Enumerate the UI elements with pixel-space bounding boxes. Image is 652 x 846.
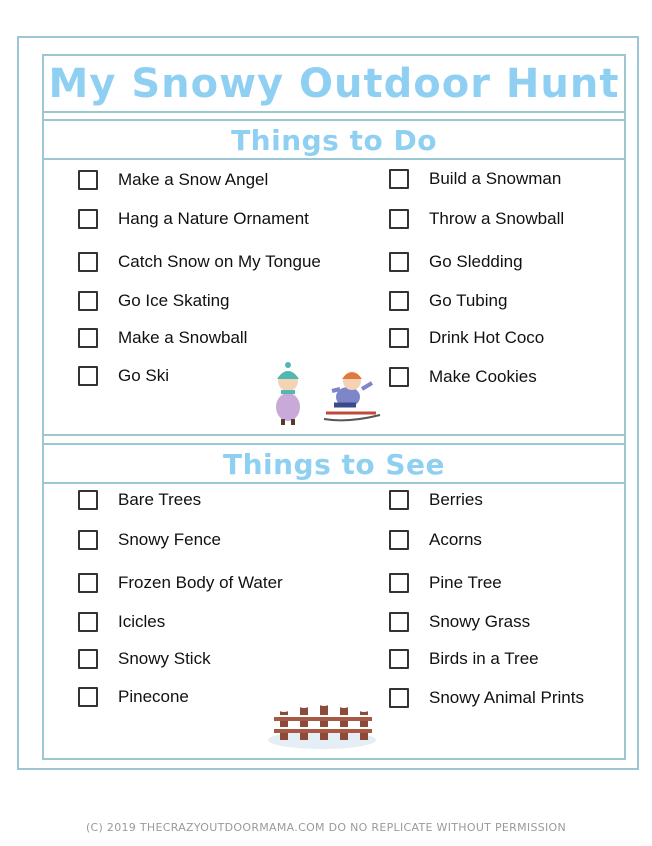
- item-label: Acorns: [429, 530, 482, 549]
- checklist-item[interactable]: [78, 168, 268, 192]
- checkbox[interactable]: [78, 649, 98, 669]
- checklist-item[interactable]: [78, 326, 247, 350]
- checklist-item[interactable]: [389, 571, 502, 595]
- checkbox[interactable]: [78, 291, 98, 311]
- checkbox[interactable]: [389, 612, 409, 632]
- checkbox[interactable]: [389, 573, 409, 593]
- checklist-item[interactable]: [389, 647, 539, 671]
- checkbox[interactable]: [389, 688, 409, 708]
- checkbox[interactable]: [78, 490, 98, 510]
- item-label: Bare Trees: [118, 490, 202, 509]
- sledding-kids-illustration: [268, 355, 388, 427]
- checklist-item[interactable]: [389, 289, 507, 313]
- checklist-item[interactable]: [389, 326, 544, 350]
- checkbox[interactable]: [389, 169, 409, 189]
- item-label: Frozen Body of Water: [118, 573, 283, 592]
- checklist-item[interactable]: [389, 365, 537, 389]
- checkbox[interactable]: [78, 328, 98, 348]
- checklist-item[interactable]: [78, 685, 189, 709]
- checkbox[interactable]: [389, 209, 409, 229]
- checkbox[interactable]: [389, 291, 409, 311]
- section-heading-see: Things to See: [222, 447, 446, 481]
- item-label: Make a Snow Angel: [118, 170, 269, 189]
- checkbox[interactable]: [389, 490, 409, 510]
- divider: [42, 482, 626, 484]
- item-label: Make a Snowball: [118, 328, 248, 347]
- checklist-item[interactable]: [78, 250, 321, 274]
- item-label: Hang a Nature Ornament: [118, 209, 309, 228]
- checklist-item[interactable]: [389, 207, 564, 231]
- checklist-item[interactable]: [78, 571, 283, 595]
- item-label: Go Ski: [118, 366, 170, 385]
- page-title: My Snowy Outdoor Hunt: [48, 61, 620, 107]
- item-label: Build a Snowman: [429, 169, 562, 188]
- checklist-item[interactable]: [78, 364, 169, 388]
- section-heading-do: Things to Do: [231, 123, 437, 157]
- divider: [42, 158, 626, 160]
- item-label: Pine Tree: [429, 573, 502, 592]
- checkbox[interactable]: [78, 252, 98, 272]
- checklist-item[interactable]: [389, 167, 561, 191]
- checkbox[interactable]: [389, 367, 409, 387]
- item-label: Snowy Stick: [118, 649, 211, 668]
- checklist-item[interactable]: [389, 250, 523, 274]
- checkbox[interactable]: [389, 530, 409, 550]
- item-label: Throw a Snowball: [429, 209, 565, 228]
- item-label: Snowy Fence: [118, 530, 221, 549]
- item-label: Pinecone: [118, 687, 189, 706]
- checkbox[interactable]: [78, 687, 98, 707]
- checklist-item[interactable]: [389, 488, 483, 512]
- checkbox[interactable]: [389, 328, 409, 348]
- checkbox[interactable]: [78, 209, 98, 229]
- item-label: Snowy Animal Prints: [429, 688, 584, 707]
- checkbox[interactable]: [389, 649, 409, 669]
- divider: [42, 434, 626, 436]
- item-label: Berries: [429, 490, 483, 509]
- checkbox[interactable]: [78, 612, 98, 632]
- checkbox[interactable]: [78, 170, 98, 190]
- item-label: Snowy Grass: [429, 612, 531, 631]
- checklist-item[interactable]: [78, 647, 211, 671]
- checklist-item[interactable]: [78, 528, 221, 552]
- checkbox[interactable]: [78, 573, 98, 593]
- item-label: Go Tubing: [429, 291, 508, 310]
- snowy-fence-illustration: [266, 690, 378, 750]
- divider: [42, 111, 626, 113]
- item-label: Catch Snow on My Tongue: [118, 252, 321, 271]
- checklist-item[interactable]: [78, 289, 230, 313]
- item-label: Make Cookies: [429, 367, 537, 386]
- item-label: Birds in a Tree: [429, 649, 539, 668]
- checkbox[interactable]: [78, 530, 98, 550]
- checklist-item[interactable]: [389, 610, 530, 634]
- checklist-item[interactable]: [389, 528, 482, 552]
- checkbox[interactable]: [389, 252, 409, 272]
- item-label: Go Sledding: [429, 252, 523, 271]
- item-label: Drink Hot Coco: [429, 328, 545, 347]
- footer-copyright: (C) 2019 THECRAZYOUTDOORMAMA.COM DO NO REPLICATE WITHOUT PERMISSION: [85, 821, 567, 834]
- item-label: Go Ice Skating: [118, 291, 230, 310]
- checklist-item[interactable]: [78, 610, 165, 634]
- checklist-item[interactable]: [78, 488, 201, 512]
- checklist-item[interactable]: [78, 207, 309, 231]
- checkbox[interactable]: [78, 366, 98, 386]
- item-label: Icicles: [118, 612, 166, 631]
- checklist-item[interactable]: [389, 686, 584, 710]
